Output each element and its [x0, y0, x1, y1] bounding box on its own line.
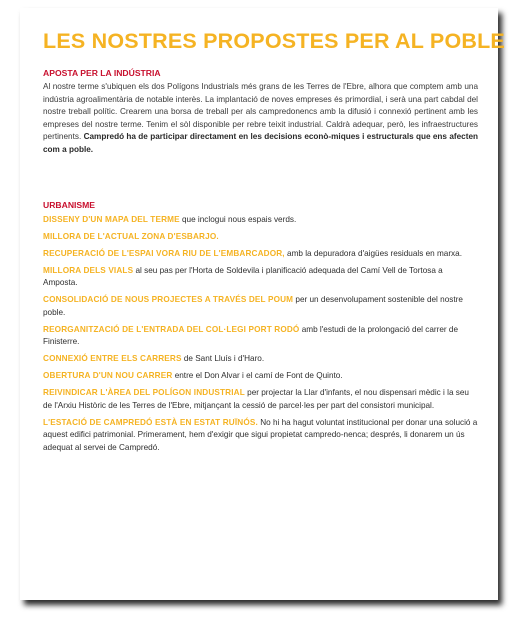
item-text: No hi ha hagut voluntat institucional per donar una solució a aquest edifici patrimonial. Primerament, hem d'exigir que sigui propietat campredo-nenca; després, li donarem un ús adequat al servei de Campredó. — [43, 417, 478, 452]
item-highlight: CONSOLIDACIÓ DE NOUS PROJECTES A TRAVÉS DEL POUM — [43, 295, 294, 305]
item-text: amb la depuradora d'aigües residuals en marxa. — [284, 248, 462, 258]
industry-text: Al nostre terme s'ubiquen els dos Polígons Industrials més grans de les Terres de l'Ebre, alhora que comptem amb una indústria agroalimentària de notable interès. La implantació de noves empreses és primordial, i serà una part cabdal del nostre treball polític. Crearem una borsa de treball per als campredonencs amb la difusió i connexió pertinent amb les empreses del nostre terme. Tenim el sòl disponible per rebre teixit industrial. Caldrà adequar, però, les infraestructures pertinents. — [43, 82, 478, 142]
item-highlight: REIVINDICAR L'ÀREA DEL POLÍGON INDUSTRIAL — [43, 388, 245, 398]
document-page — [20, 8, 505, 600]
item-highlight: MILLORA DE L'ACTUAL ZONA D'ESBARJO. — [43, 231, 219, 241]
item-text: al seu pas per l'Horta de Soldevila i planificació adequada del Camí Vell de Tortosa a Amposta. — [43, 265, 443, 288]
item-highlight: DISSENY D'UN MAPA DEL TERME — [43, 214, 180, 224]
industry-paragraph — [43, 81, 478, 157]
list-item — [43, 370, 478, 383]
item-highlight: REORGANITZACIÓ DE L'ENTRADA DEL COL·LEGI PORT RODÓ — [43, 324, 300, 334]
item-text: que inclogui nous espais verds. — [179, 214, 297, 224]
industry-bold-text: Campredó ha de participar directament en les decisions econò-miques i estructurals que ens afecten com a poble. — [43, 132, 478, 154]
list-item — [43, 231, 478, 244]
list-item — [43, 387, 478, 412]
urbanism-heading: URBANISME — [43, 199, 96, 210]
list-item — [43, 324, 478, 349]
list-item — [43, 214, 478, 227]
industry-heading: APOSTA PER LA INDÚSTRIA — [43, 68, 161, 78]
page-title: LES NOSTRES PROPOSTES PER AL POBLE — [43, 29, 505, 53]
item-text: de Sant Lluís i d'Haro. — [181, 354, 265, 364]
list-item — [43, 417, 478, 455]
urbanism-list — [43, 214, 478, 455]
list-item — [43, 353, 478, 366]
item-highlight: RECUPERACIÓ DE L'ESPAI VORA RIU DE L'EMBARCADOR, — [43, 248, 285, 258]
list-item — [43, 294, 478, 319]
item-text: per un desenvolupament sostenible del nostre poble. — [43, 295, 463, 317]
item-text: amb l'estudi de la prolongació del carrer de Finisterre. — [43, 324, 459, 347]
item-highlight: CONNEXIÓ ENTRE ELS CARRERS — [43, 354, 182, 364]
item-text: entre el Don Alvar i el camí de Font de Quinto. — [172, 371, 343, 381]
item-highlight: L'ESTACIÓ DE CAMPREDÓ ESTÀ EN ESTAT RUÏNÓS. — [43, 417, 258, 427]
list-item — [43, 248, 478, 261]
list-item — [43, 265, 478, 290]
item-text: per projectar la Llar d'infants, el nou dispensari mèdic i la seu de l'Arxiu Històric de les Terres de l'Ebre, mitjançant la cessió de parcel·les per part del consistori municipal. — [43, 388, 469, 410]
item-highlight: MILLORA DELS VIALS — [43, 265, 134, 275]
item-highlight: OBERTURA D'UN NOU CARRER — [43, 371, 173, 381]
